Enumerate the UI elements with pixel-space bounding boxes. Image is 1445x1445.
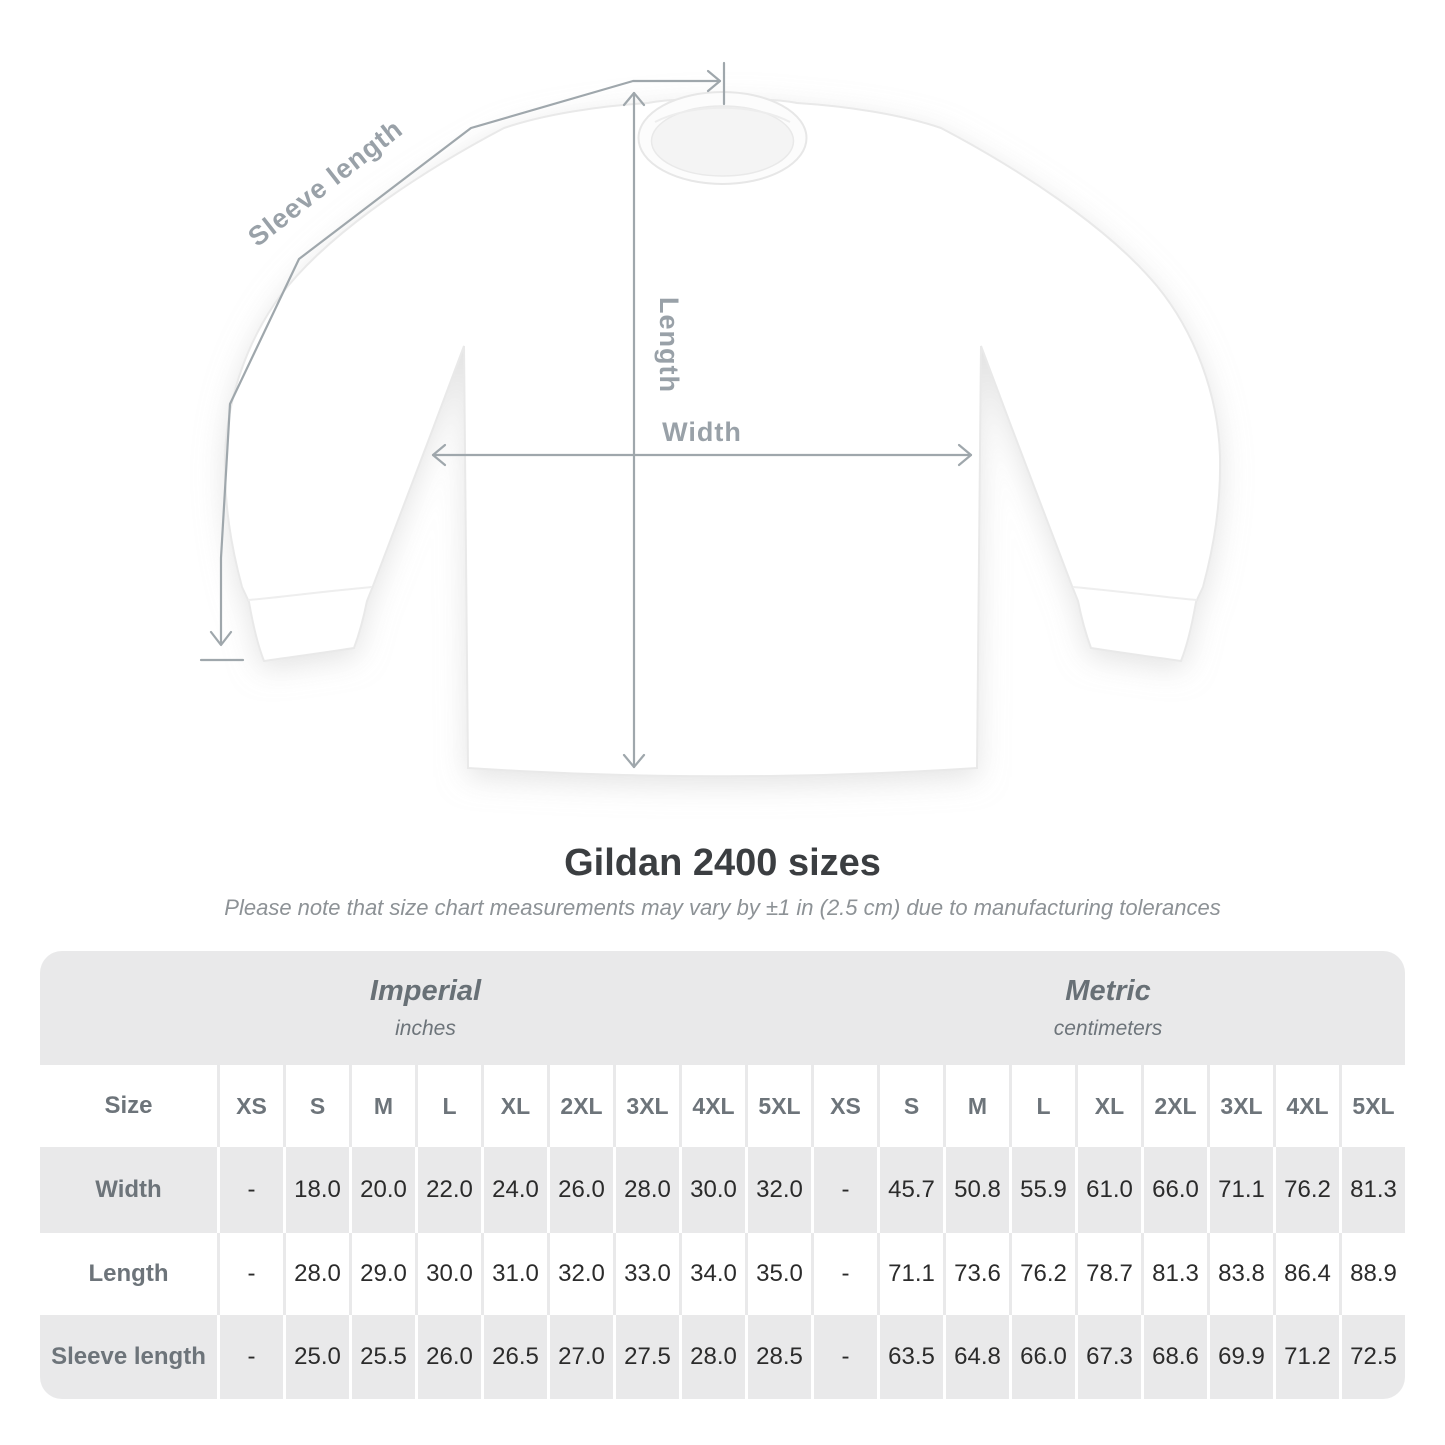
value-cell: 83.8 — [1207, 1233, 1273, 1315]
size-col-header: 3XL — [1207, 1065, 1273, 1147]
imperial-group-header — [40, 951, 811, 1065]
width-row — [40, 1147, 1405, 1233]
size-col-header: XL — [481, 1065, 547, 1147]
size-col-header: 3XL — [613, 1065, 679, 1147]
value-cell: - — [811, 1315, 877, 1399]
size-col-header: XS — [217, 1065, 283, 1147]
value-cell: 63.5 — [877, 1315, 943, 1399]
size-col-header: L — [1009, 1065, 1075, 1147]
size-col-header: 2XL — [547, 1065, 613, 1147]
width-label: Width — [662, 417, 742, 447]
size-header-label: Size — [104, 1092, 153, 1119]
size-col-header: L — [415, 1065, 481, 1147]
value-cell: - — [217, 1233, 283, 1315]
size-col-header: M — [349, 1065, 415, 1147]
size-col-header: S — [283, 1065, 349, 1147]
value-cell: 81.3 — [1141, 1233, 1207, 1315]
tolerance-note: Please note that size chart measurements may vary by ±1 in (2.5 cm) due to manufacturing tolerances — [224, 895, 1221, 920]
value-cell: 22.0 — [415, 1147, 481, 1233]
size-col-header: XL — [1075, 1065, 1141, 1147]
size-col-header: XS — [811, 1065, 877, 1147]
imperial-label: Imperial — [369, 975, 482, 1007]
size-table — [40, 951, 1405, 1399]
size-col-header: 2XL — [1141, 1065, 1207, 1147]
value-cell: 27.0 — [547, 1315, 613, 1399]
metric-unit-label: centimeters — [1053, 1017, 1163, 1040]
value-cell: 64.8 — [943, 1315, 1009, 1399]
value-cell: 31.0 — [481, 1233, 547, 1315]
value-cell: 86.4 — [1273, 1233, 1339, 1315]
value-cell: 34.0 — [679, 1233, 745, 1315]
value-cell: - — [217, 1315, 283, 1399]
value-cell: 72.5 — [1339, 1315, 1405, 1399]
sleeve-length-label: Sleeve length — [242, 113, 409, 253]
size-col-header: S — [877, 1065, 943, 1147]
value-cell: 25.5 — [349, 1315, 415, 1399]
size-col-header: 4XL — [1273, 1065, 1339, 1147]
size-col-header: 5XL — [1339, 1065, 1405, 1147]
value-cell: - — [217, 1147, 283, 1233]
value-cell: 45.7 — [877, 1147, 943, 1233]
metric-group-header — [811, 951, 1405, 1065]
value-cell: 28.0 — [283, 1233, 349, 1315]
row-label: Width — [95, 1176, 162, 1203]
size-header-row — [40, 1065, 1405, 1147]
value-cell: 26.0 — [547, 1147, 613, 1233]
value-cell: 68.6 — [1141, 1315, 1207, 1399]
value-cell: - — [811, 1147, 877, 1233]
value-cell: 71.1 — [1207, 1147, 1273, 1233]
length-row — [40, 1233, 1405, 1315]
value-cell: 88.9 — [1339, 1233, 1405, 1315]
value-cell: 32.0 — [547, 1233, 613, 1315]
row-label: Length — [88, 1260, 169, 1287]
value-cell: 28.0 — [679, 1315, 745, 1399]
value-cell: 28.5 — [745, 1315, 811, 1399]
value-cell: 66.0 — [1009, 1315, 1075, 1399]
value-cell: 67.3 — [1075, 1315, 1141, 1399]
value-cell: 30.0 — [679, 1147, 745, 1233]
value-cell: 26.5 — [481, 1315, 547, 1399]
value-cell: 29.0 — [349, 1233, 415, 1315]
value-cell: 26.0 — [415, 1315, 481, 1399]
value-cell: 32.0 — [745, 1147, 811, 1233]
size-col-header: 5XL — [745, 1065, 811, 1147]
value-cell: 50.8 — [943, 1147, 1009, 1233]
value-cell: 73.6 — [943, 1233, 1009, 1315]
value-cell: 76.2 — [1273, 1147, 1339, 1233]
value-cell: 33.0 — [613, 1233, 679, 1315]
collar-opening — [652, 106, 794, 176]
value-cell: 66.0 — [1141, 1147, 1207, 1233]
value-cell: 35.0 — [745, 1233, 811, 1315]
value-cell: 24.0 — [481, 1147, 547, 1233]
size-col-header: 4XL — [679, 1065, 745, 1147]
value-cell: 25.0 — [283, 1315, 349, 1399]
imperial-unit-label: inches — [395, 1017, 456, 1040]
unit-group-header-row — [40, 951, 1405, 1065]
value-cell: 76.2 — [1009, 1233, 1075, 1315]
value-cell: 71.2 — [1273, 1315, 1339, 1399]
value-cell: 71.1 — [877, 1233, 943, 1315]
sleeve-length-row — [40, 1315, 1405, 1399]
length-label: Length — [654, 297, 684, 393]
page-title: Gildan 2400 sizes — [564, 842, 881, 884]
value-cell: 20.0 — [349, 1147, 415, 1233]
value-cell: 18.0 — [283, 1147, 349, 1233]
value-cell: 78.7 — [1075, 1233, 1141, 1315]
metric-label: Metric — [1065, 975, 1151, 1007]
row-label: Sleeve length — [51, 1343, 206, 1370]
value-cell: 28.0 — [613, 1147, 679, 1233]
size-col-header: M — [943, 1065, 1009, 1147]
value-cell: - — [811, 1233, 877, 1315]
value-cell: 30.0 — [415, 1233, 481, 1315]
value-cell: 55.9 — [1009, 1147, 1075, 1233]
value-cell: 69.9 — [1207, 1315, 1273, 1399]
value-cell: 81.3 — [1339, 1147, 1405, 1233]
value-cell: 61.0 — [1075, 1147, 1141, 1233]
value-cell: 27.5 — [613, 1315, 679, 1399]
